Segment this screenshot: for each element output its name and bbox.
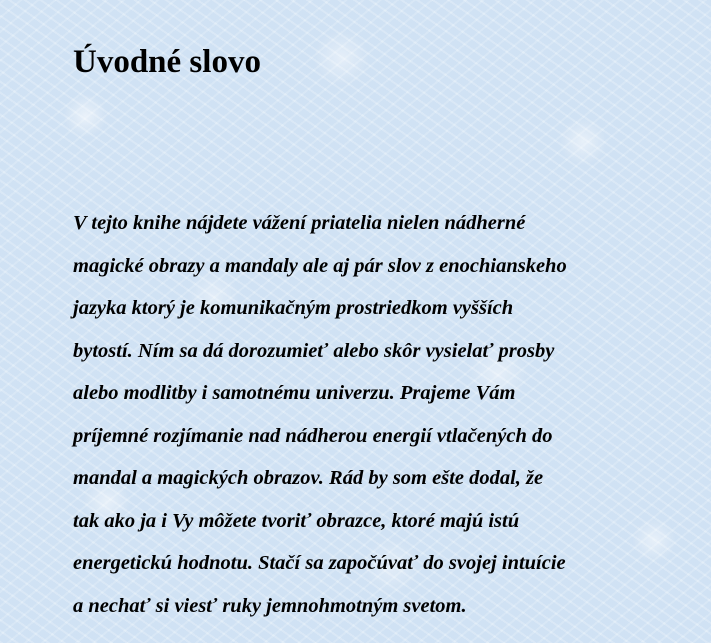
text-line: jazyka ktorý je komunikačným prostriedkom vyšších	[73, 297, 514, 319]
text-line: a nechať si viesť ruky jemnohmotným svetom.	[73, 594, 467, 617]
text-line: mandal a magických obrazov. Rád by som ešte dodal, že	[73, 467, 544, 489]
text-line: bytostí. Ním sa dá dorozumieť alebo skôr vysielať prosby	[73, 339, 555, 362]
text-line: magické obrazy a mandaly ale aj pár slov z enochianskeho	[73, 254, 567, 277]
body-paragraph	[73, 202, 693, 627]
text-line: tak ako ja i Vy môžete tvoriť obrazce, ktoré majú istú	[73, 509, 520, 532]
page-title: Úvodné slovo	[73, 44, 261, 80]
text-line: V tejto knihe nájdete vážení priatelia nielen nádherné	[73, 212, 526, 234]
text-line: alebo modlitby i samotnému univerzu. Prajeme Vám	[73, 382, 516, 404]
text-line: energetickú hodnotu. Stačí sa započúvať do svojej intuície	[73, 552, 566, 574]
text-line: príjemné rozjímanie nad nádherou energií vtlačených do	[73, 424, 553, 447]
